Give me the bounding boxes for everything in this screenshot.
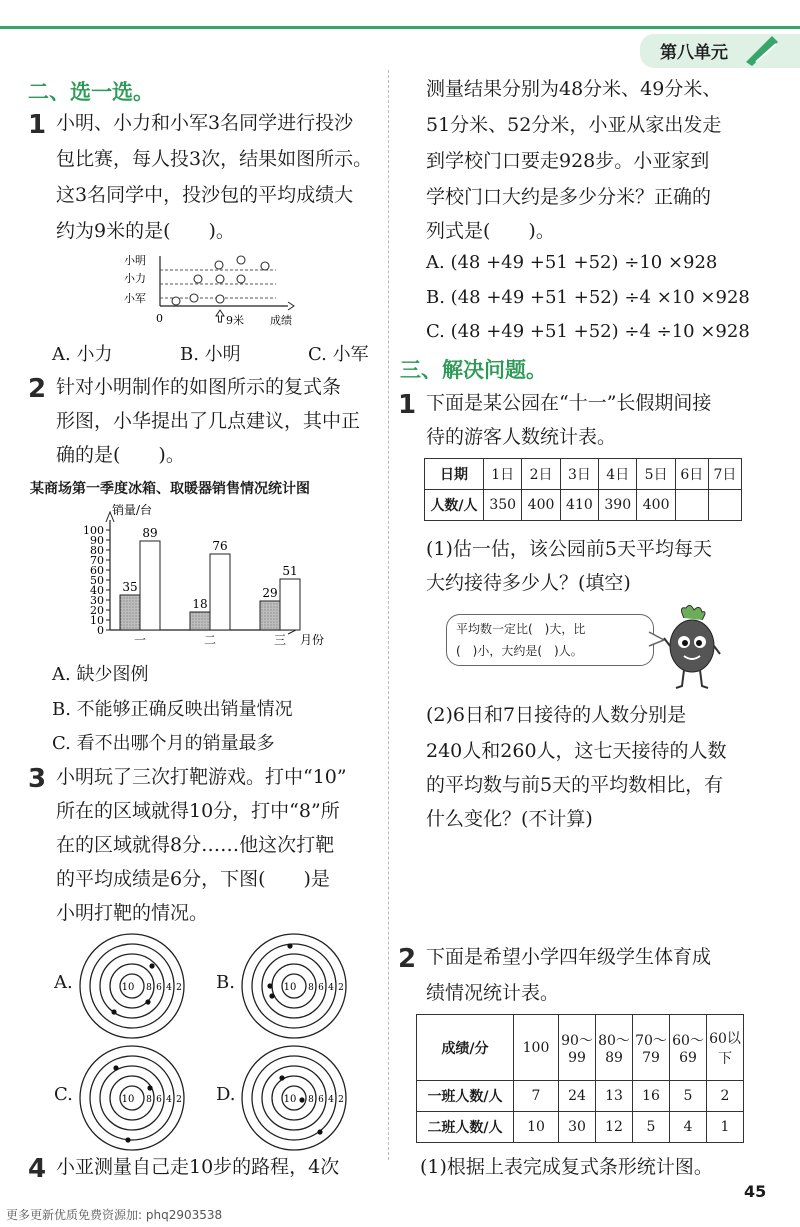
- table-cell: 60～69: [670, 1015, 707, 1081]
- bar-value-label: 35: [122, 580, 138, 594]
- target-ring-label: 10: [121, 1094, 135, 1105]
- dot-plot-point: [215, 261, 223, 269]
- target-ring-label: 4: [328, 983, 334, 993]
- q4-number: 4: [28, 1154, 47, 1184]
- y-tick-label: 40: [90, 584, 104, 597]
- hit-mark: [269, 993, 274, 998]
- q1-line: 包比赛，每人投3次，结果如图所示。: [56, 148, 373, 170]
- q1-option-a[interactable]: A. 小力: [52, 344, 113, 365]
- table-cell: 日期: [425, 459, 484, 490]
- q2-line: 确的是( )。: [56, 444, 185, 466]
- table-cell: 4日: [599, 459, 637, 490]
- p1-sub2-line: 240人和260人，这七天接待的人数: [426, 740, 727, 762]
- table-cell: 70～79: [633, 1015, 670, 1081]
- q4-option-c[interactable]: C. (48 +49 +51 +52) ÷4 ÷10 ×928: [426, 321, 750, 342]
- table-cell: 5: [670, 1081, 707, 1112]
- bar-white: [140, 541, 160, 630]
- category-label: 二: [203, 633, 217, 647]
- q1-line: 约为9米的是( )。: [56, 220, 235, 242]
- q3-number: 3: [28, 764, 47, 794]
- column-divider: [388, 70, 389, 1160]
- table-cell[interactable]: [708, 490, 741, 521]
- chart-title: 某商场第一季度冰箱、取暖器销售情况统计图: [30, 481, 310, 497]
- table-cell: 人数/人: [425, 490, 484, 521]
- table-cell: 成绩/分: [417, 1015, 514, 1081]
- target-a[interactable]: [78, 932, 186, 1040]
- q3-line: 小明玩了三次打靶游戏。打中“10”: [56, 766, 347, 788]
- bar-shaded: [190, 612, 210, 630]
- hit-mark: [267, 983, 272, 988]
- p1-sub1-line: 大约接待多少人？(填空): [426, 572, 631, 594]
- target-ring-label: 8: [146, 1095, 152, 1105]
- category-label: 三: [273, 633, 287, 647]
- q1-line: 这3名同学中，投沙包的平均成绩大: [56, 184, 354, 206]
- hit-mark: [111, 1009, 116, 1014]
- q1-number: 1: [28, 110, 47, 140]
- dot-plot-zero: 0: [156, 312, 163, 325]
- dot-plot-point: [261, 262, 269, 270]
- target-label-c[interactable]: C.: [54, 1084, 73, 1105]
- table-cell[interactable]: [675, 490, 708, 521]
- p1-sub2-line: 什么变化？(不计算): [426, 808, 593, 830]
- table-cell: 60以下: [707, 1015, 744, 1081]
- target-ring-label: 2: [338, 983, 344, 993]
- category-label: 一: [133, 633, 147, 647]
- table-cell: 一班人数/人: [417, 1081, 514, 1112]
- y-tick-label: 80: [90, 544, 104, 557]
- q1-option-b[interactable]: B. 小明: [180, 344, 241, 365]
- dot-plot-row-label: 小明: [124, 254, 146, 267]
- visitors-table: [424, 458, 742, 521]
- target-c[interactable]: [78, 1044, 186, 1152]
- table-cell: 390: [599, 490, 637, 521]
- table-cell: 400: [637, 490, 675, 521]
- hit-mark: [287, 943, 292, 948]
- q2-option-a[interactable]: A. 缺少图例: [52, 664, 149, 685]
- header-bar: [0, 26, 800, 29]
- target-ring-label: 10: [121, 982, 135, 993]
- table-cell: 90～99: [559, 1015, 596, 1081]
- pe-table-row: [417, 1112, 744, 1143]
- y-tick-label: 90: [90, 534, 104, 547]
- bar-value-label: 18: [192, 597, 208, 611]
- dot-plot-point: [216, 295, 224, 303]
- q2-line: 形图，小华提出了几点建议，其中正: [56, 410, 361, 432]
- table-cell: 350: [484, 490, 522, 521]
- p1-sub1-line: (1)估一估，该公园前5天平均每天: [426, 538, 713, 560]
- p1-sub2-line: 的平均数与前5天的平均数相比，有: [426, 774, 724, 796]
- dot-plot-point: [216, 275, 224, 283]
- y-tick-label: 0: [97, 624, 104, 637]
- target-ring-label: 4: [166, 983, 172, 993]
- bar-shaded: [120, 595, 140, 630]
- mascot-icon: [662, 604, 722, 690]
- target-ring-label: 6: [318, 1095, 324, 1105]
- q2-option-b[interactable]: B. 不能够正确反映出销量情况: [52, 699, 293, 720]
- bubble-line[interactable]: ( )小，大约是( )人。: [456, 644, 583, 658]
- y-tick-label: 20: [90, 604, 104, 617]
- dot-plot-row-label: 小军: [124, 292, 146, 305]
- up-arrow-icon: [216, 310, 224, 322]
- target-ring-label: 6: [156, 1095, 162, 1105]
- q2-option-c[interactable]: C. 看不出哪个月的销量最多: [52, 733, 275, 754]
- chart-ylabel: 销量/台: [112, 503, 153, 517]
- y-tick-label: 100: [83, 524, 104, 537]
- bar-value-label: 76: [212, 539, 228, 553]
- table-cell: 1日: [484, 459, 522, 490]
- bar-value-label: 89: [142, 526, 158, 540]
- y-tick-label: 70: [90, 554, 104, 567]
- target-label-a[interactable]: A.: [54, 972, 73, 993]
- table-cell: 6日: [675, 459, 708, 490]
- table-cell: 3日: [560, 459, 598, 490]
- target-d[interactable]: [240, 1044, 348, 1152]
- pe-table-header-row: [417, 1015, 744, 1081]
- target-ring-label: 2: [176, 1095, 182, 1105]
- hit-mark: [145, 999, 150, 1004]
- table-cell: 7: [514, 1081, 559, 1112]
- table-cell: 1: [707, 1112, 744, 1143]
- target-ring-label: 8: [308, 1095, 314, 1105]
- dot-plot-point: [194, 275, 202, 283]
- footer-text: 更多更新优质免费资源加: phq2903538: [6, 1208, 223, 1222]
- bar-value-label: 51: [282, 564, 298, 578]
- ruler-icon: [742, 32, 782, 66]
- hit-mark: [149, 963, 154, 968]
- hit-mark: [317, 1129, 322, 1134]
- p2-number: 2: [398, 944, 417, 974]
- target-ring-label: 6: [156, 983, 162, 993]
- section-title-solve: 三、解决问题。: [400, 358, 547, 382]
- q4-cont-line: 列式是( )。: [426, 220, 555, 242]
- q2-line: 针对小明制作的如图所示的复式条: [56, 376, 342, 398]
- q4-option-b[interactable]: B. (48 +49 +51 +52) ÷4 ×10 ×928: [426, 287, 750, 308]
- dot-plot-point: [172, 297, 180, 305]
- table-cell: 2日: [522, 459, 560, 490]
- q3-line: 的平均成绩是6分，下图( )是: [56, 868, 330, 890]
- q3-line: 小明打靶的情况。: [56, 902, 209, 924]
- chart-xlabel: 月份: [300, 633, 325, 647]
- p2-sub1: (1)根据上表完成复式条形统计图。: [420, 1156, 713, 1178]
- dot-plot-xlabel: 成绩: [270, 314, 292, 327]
- y-tick-label: 10: [90, 614, 104, 627]
- y-tick-label: 60: [90, 564, 104, 577]
- target-ring-label: 6: [318, 983, 324, 993]
- bar-value-label: 29: [262, 586, 278, 600]
- table-cell: 4: [670, 1112, 707, 1143]
- page-number: 45: [744, 1182, 767, 1201]
- target-ring-label: 8: [308, 983, 314, 993]
- dot-plot-row-label: 小力: [124, 272, 146, 285]
- bubble-line[interactable]: 平均数一定比( )大，比: [456, 622, 586, 636]
- table-cell: 二班人数/人: [417, 1112, 514, 1143]
- pe-table-row: [417, 1081, 744, 1112]
- dot-plot-arrow: [288, 302, 294, 310]
- target-label-d[interactable]: D.: [216, 1084, 236, 1105]
- target-ring-label: 10: [283, 1094, 297, 1105]
- unit-label: 第八单元: [660, 43, 728, 63]
- dot-plot-mark: 9米: [226, 314, 244, 327]
- visitors-table-row: [425, 490, 742, 521]
- dot-plot-point: [190, 294, 198, 302]
- target-b[interactable]: [240, 932, 348, 1040]
- table-cell: 5日: [637, 459, 675, 490]
- q4-line: 小亚测量自己走10步的路程，4次: [56, 1156, 340, 1178]
- table-cell: 7日: [708, 459, 741, 490]
- target-ring-label: 4: [166, 1095, 172, 1105]
- bar-white: [280, 579, 300, 630]
- q4-cont-line: 学校门口大约是多少分米？正确的: [426, 186, 712, 208]
- p1-sub2-line: (2)6日和7日接待的人数分别是: [426, 704, 687, 726]
- target-label-b[interactable]: B.: [216, 972, 235, 993]
- table-cell: 10: [514, 1112, 559, 1143]
- table-cell: 2: [707, 1081, 744, 1112]
- visitors-table-row: [425, 459, 742, 490]
- target-ring-label: 8: [146, 983, 152, 993]
- p2-line: 绩情况统计表。: [426, 982, 560, 1004]
- table-cell: 410: [560, 490, 598, 521]
- dot-plot-point: [237, 275, 245, 283]
- dot-plot-point: [237, 256, 245, 264]
- table-cell: 30: [559, 1112, 596, 1143]
- hit-mark: [147, 1085, 152, 1090]
- table-cell: 400: [522, 490, 560, 521]
- q4-cont-line: 51分米、52分米，小亚从家出发走: [426, 114, 722, 136]
- p2-line: 下面是希望小学四年级学生体育成: [426, 946, 712, 968]
- q2-number: 2: [28, 374, 47, 404]
- bar-shaded: [260, 601, 280, 630]
- q1-line: 小明、小力和小军3名同学进行投沙: [56, 112, 354, 134]
- target-ring-label: 2: [338, 1095, 344, 1105]
- bar-white: [210, 554, 230, 630]
- table-cell: 16: [633, 1081, 670, 1112]
- table-cell: 13: [596, 1081, 633, 1112]
- p1-line: 待的游客人数统计表。: [426, 426, 617, 448]
- y-tick-label: 30: [90, 594, 104, 607]
- p1-line: 下面是某公园在“十一”长假期间接: [426, 392, 712, 414]
- y-tick-label: 50: [90, 574, 104, 587]
- q3-line: 在的区域就得8分……他这次打靶: [56, 834, 335, 856]
- target-ring-label: 10: [283, 982, 297, 993]
- sales-bar-chart: [60, 498, 350, 660]
- section-title-choose: 二、选一选。: [28, 80, 154, 104]
- table-cell: 5: [633, 1112, 670, 1143]
- pe-score-table: [416, 1014, 744, 1143]
- hit-mark: [299, 1097, 304, 1102]
- q4-cont-line: 测量结果分别为48分米、49分米、: [426, 78, 722, 100]
- table-cell: 24: [559, 1081, 596, 1112]
- table-cell: 80～89: [596, 1015, 633, 1081]
- hit-mark: [113, 1065, 118, 1070]
- table-cell: 12: [596, 1112, 633, 1143]
- p1-number: 1: [398, 390, 417, 420]
- target-ring-label: 2: [176, 983, 182, 993]
- q4-cont-line: 到学校门口要走928步。小亚家到: [426, 150, 710, 172]
- table-cell: 100: [514, 1015, 559, 1081]
- hit-mark: [125, 1137, 130, 1142]
- q1-option-c[interactable]: C. 小军: [308, 344, 369, 365]
- target-ring-label: 4: [328, 1095, 334, 1105]
- q1-dot-plot: [122, 248, 322, 334]
- hit-mark: [279, 1075, 284, 1080]
- q3-line: 所在的区域就得10分，打中“8”所: [56, 800, 340, 822]
- q4-option-a[interactable]: A. (48 +49 +51 +52) ÷10 ×928: [426, 252, 718, 273]
